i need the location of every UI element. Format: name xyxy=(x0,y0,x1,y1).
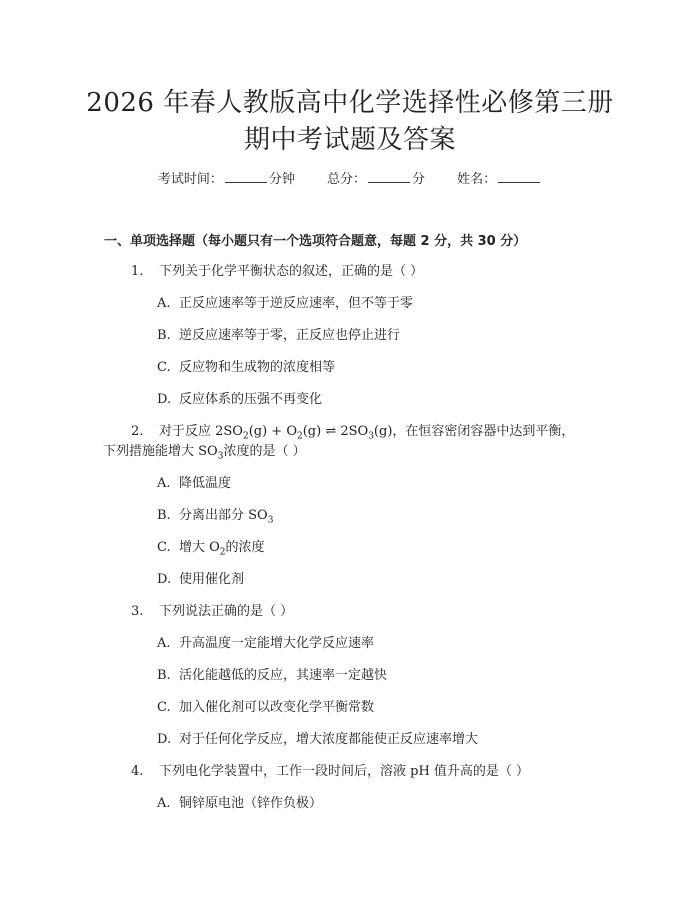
exam-time-label: 考试时间： xyxy=(157,172,223,187)
exam-score-blank[interactable] xyxy=(368,170,410,183)
option-letter: A. xyxy=(157,636,171,651)
question-number: 1. xyxy=(131,264,144,279)
subscript: 3 xyxy=(368,431,374,442)
option-letter: B. xyxy=(157,508,171,523)
subscript: 3 xyxy=(267,515,274,526)
option-1d[interactable] xyxy=(157,390,322,410)
title-line-1: 2026 年春人教版高中化学选择性必修第三册 xyxy=(86,88,614,118)
title-line-2: 期中考试题及答案 xyxy=(243,125,456,155)
exam-score xyxy=(327,172,429,187)
section-heading: 一、单项选择题（每小题只有一个选项符合题意，每题 2 分，共 30 分） xyxy=(104,234,527,249)
option-text: 正反应速率等于逆反应速率，但不等于零 xyxy=(179,296,414,311)
subscript: 2 xyxy=(296,431,303,442)
option-text: 的浓度 xyxy=(225,540,265,555)
option-text: 分离出部分 SO xyxy=(179,508,268,523)
option-letter: C. xyxy=(157,700,171,715)
question-3 xyxy=(131,602,293,622)
option-letter: D. xyxy=(157,572,172,587)
question-number: 4. xyxy=(131,764,144,779)
question-stem-part: 对于反应 2SO xyxy=(159,424,243,439)
exam-score-unit: 分 xyxy=(412,172,426,187)
question-number: 3. xyxy=(131,604,144,619)
option-letter: B. xyxy=(157,328,171,343)
exam-time-blank[interactable] xyxy=(225,170,267,183)
exam-name-blank[interactable] xyxy=(498,170,540,183)
option-letter: C. xyxy=(157,540,171,555)
question-stem: 下列说法正确的是（ ） xyxy=(159,604,294,619)
option-3a[interactable] xyxy=(157,634,374,654)
option-2c[interactable] xyxy=(157,538,265,563)
question-2-line-2 xyxy=(103,442,306,467)
option-2b[interactable] xyxy=(157,506,273,531)
subscript: 2 xyxy=(219,547,226,558)
option-1b[interactable] xyxy=(157,326,400,346)
subscript: 3 xyxy=(217,451,224,462)
option-letter: A. xyxy=(157,796,171,811)
option-text: 增大 O xyxy=(179,540,220,555)
question-stem: 下列关于化学平衡状态的叙述，正确的是（ ） xyxy=(159,264,424,279)
option-letter: A. xyxy=(157,476,171,491)
option-text: 逆反应速率等于零，正反应也停止进行 xyxy=(179,328,401,343)
option-2a[interactable] xyxy=(157,474,231,494)
question-stem-part: 浓度的是（ ） xyxy=(223,444,306,459)
option-text: 反应物和生成物的浓度相等 xyxy=(179,360,336,375)
subscript: 2 xyxy=(242,431,249,442)
option-2d[interactable] xyxy=(157,570,244,590)
question-stem-part: 下列措施能增大 SO xyxy=(103,444,218,459)
exam-time xyxy=(158,172,299,187)
option-text: 升高温度一定能增大化学反应速率 xyxy=(179,636,375,651)
option-text: 活化能越低的反应，其速率一定越快 xyxy=(179,668,388,683)
question-1 xyxy=(131,262,423,282)
option-letter: B. xyxy=(157,668,171,683)
question-stem: 下列电化学装置中，工作一段时间后，溶液 pH 值升高的是（ ） xyxy=(159,764,530,779)
option-3d[interactable] xyxy=(157,730,478,750)
option-text: 使用催化剂 xyxy=(179,572,245,587)
exam-info xyxy=(0,168,700,187)
question-stem-part: (g) + O xyxy=(248,424,297,439)
option-text: 反应体系的压强不再变化 xyxy=(179,392,323,407)
exam-score-label: 总分： xyxy=(326,172,366,187)
option-letter: D. xyxy=(157,392,172,407)
question-stem-part: (g)，在恒容密闭容器中达到平衡， xyxy=(373,424,575,439)
question-4 xyxy=(131,762,529,782)
option-3c[interactable] xyxy=(157,698,374,718)
question-stem-part: (g) ⇌ 2SO xyxy=(302,424,369,439)
option-text: 加入催化剂可以改变化学平衡常数 xyxy=(179,700,375,715)
option-text: 降低温度 xyxy=(179,476,232,491)
option-letter: C. xyxy=(157,360,171,375)
option-4a[interactable] xyxy=(157,794,322,814)
option-text: 对于任何化学反应，增大浓度都能使正反应速率增大 xyxy=(179,732,479,747)
option-3b[interactable] xyxy=(157,666,387,686)
option-letter: D. xyxy=(157,732,172,747)
question-number: 2. xyxy=(131,424,144,439)
exam-name xyxy=(457,172,542,187)
exam-name-label: 姓名： xyxy=(457,172,497,187)
exam-time-unit: 分钟 xyxy=(268,172,295,187)
option-1a[interactable] xyxy=(157,294,413,314)
option-text: 铜锌原电池（锌作负极） xyxy=(179,796,323,811)
option-letter: A. xyxy=(157,296,171,311)
option-1c[interactable] xyxy=(157,358,335,378)
